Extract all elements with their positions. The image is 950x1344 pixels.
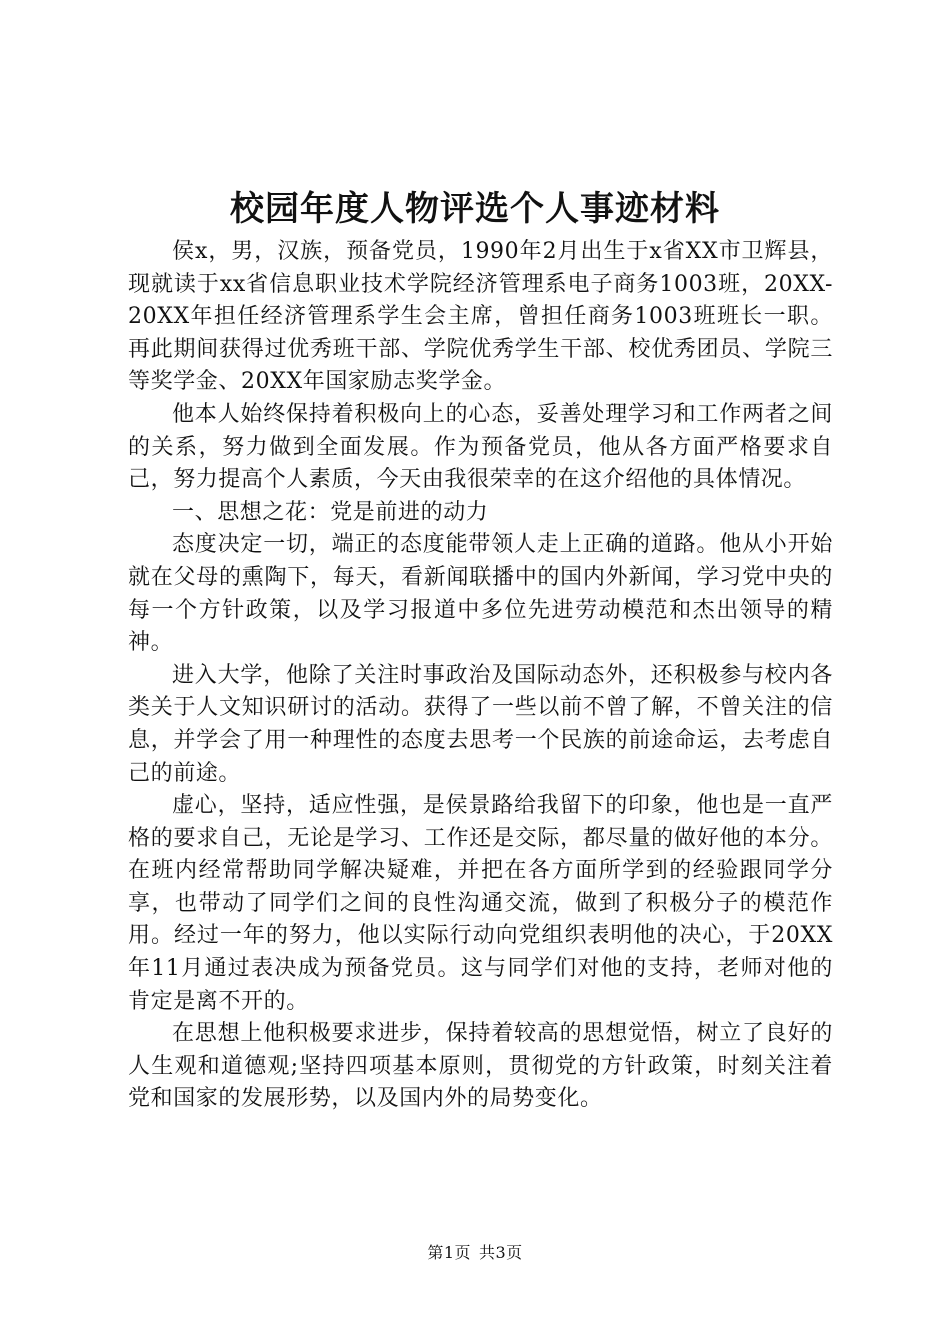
page-number-total: 共3页 [479,1243,523,1262]
section-heading: 一、思想之花：党是前进的动力 [172,499,489,525]
paragraph-overview: 他本人始终保持着积极向上的心态，妥善处理学习和工作两者之间的关系，努力做到全面发展。作为预备党员，他从各方面严格要求自己，努力提高个人素质，今天由我很荣幸的在这介绍他的具体情况。 [128,401,833,493]
paragraph-character: 虚心，坚持，适应性强，是侯景路给我留下的印象，他也是一直严格的要求自己，无论是学习、工作还是交际，都尽量的做好他的本分。在班内经常帮助同学解决疑难，并把在各方面所学到的经验跟同学分享，也带动了同学们之间的良性沟通交流，做到了积极分子的模范作用。经过一年的努力，他以实际行动向党组织表明他的决心，于20XX年11月通过表决成为预备党员。这与同学们对他的支持，老师对他的肯定是离不开的。 [128,793,833,1014]
paragraph-university: 进入大学，他除了关注时事政治及国际动态外，还积极参与校内各类关于人文知识研讨的活动。获得了一些以前不曾了解，不曾关注的信息，并学会了用一种理性的态度去思考一个民族的前途命运，去考虑自己的前途。 [128,662,833,786]
paragraph-intro: 侯x，男，汉族，预备党员，1990年2月出生于x省XX市卫辉县，现就读于xx省信息职业技术学院经济管理系电子商务1003班，20XX-20XX年担任经济管理系学生会主席，曾担任商务1003班班长一职。再此期间获得过优秀班干部、学院优秀学生干部、校优秀团员、学院三等奖学金、20XX年国家励志奖学金。 [128,239,833,395]
document-body [128,236,833,1116]
paragraph-ideology: 在思想上他积极要求进步，保持着较高的思想觉悟，树立了良好的人生观和道德观;坚持四项基本原则，贯彻党的方针政策，时刻关注着党和国家的发展形势，以及国内外的局势变化。 [128,1021,833,1112]
document-title: 校园年度人物评选个人事迹材料 [230,189,720,229]
paragraph-attitude: 态度决定一切，端正的态度能带领人走上正确的道路。他从小开始就在父母的熏陶下，每天，看新闻联播中的国内外新闻，学习党中央的每一个方针政策，以及学习报道中多位先进劳动模范和杰出领导的精神。 [128,532,833,656]
page-footer [0,1242,950,1264]
page-number-current: 第1页 [427,1243,471,1262]
